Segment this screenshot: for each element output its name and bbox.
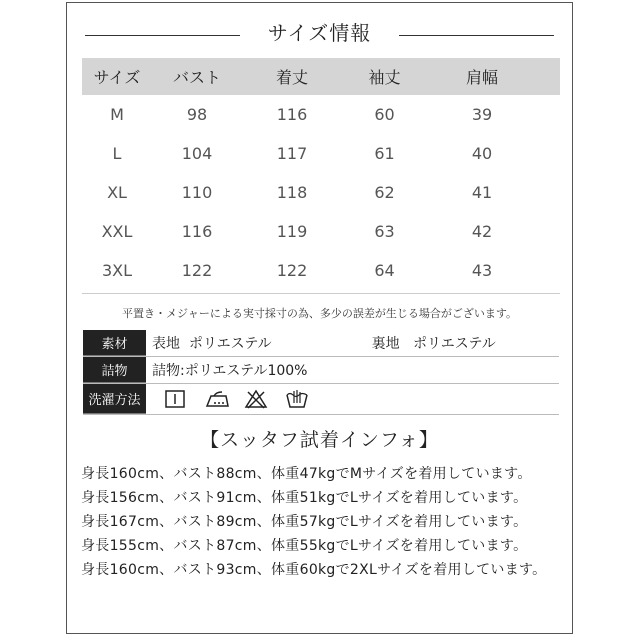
table-cell: 98: [186, 105, 208, 124]
title-divider-right: [399, 35, 554, 36]
size-table: [82, 58, 560, 290]
iron-icon: [204, 389, 230, 409]
table-row: [82, 212, 560, 251]
fabric-content: [146, 330, 559, 356]
staff-list: [81, 463, 546, 583]
lining-value: ポリエステル: [413, 336, 496, 352]
material-row-washing: [83, 384, 559, 415]
header-size: サイズ: [93, 68, 141, 87]
table-cell: XXL: [101, 222, 133, 241]
table-cell: XL: [107, 183, 127, 202]
table-cell: 40: [471, 144, 493, 163]
lining-label: 裏地: [371, 336, 400, 352]
table-cell: 116: [276, 105, 308, 124]
material-row-filling: [83, 357, 559, 384]
header-bust: バスト: [172, 68, 221, 87]
table-cell: 42: [471, 222, 493, 241]
table-row: [82, 134, 560, 173]
table-cell: 61: [374, 144, 395, 163]
table-row: [82, 173, 560, 212]
list-item: 身長167cm、バスト89cm、体重57kgでLサイズを着用しています。: [81, 514, 528, 530]
staff-title: 【スッタフ試着インフォ】: [200, 429, 439, 451]
material-row-fabric: [83, 330, 559, 357]
table-cell: 62: [374, 183, 395, 202]
table-cell: 39: [471, 105, 493, 124]
outer-value: ポリエステル: [188, 336, 272, 352]
table-row: [82, 95, 560, 134]
list-item: 身長160cm、バスト93cm、体重60kgで2XLサイズを着用しています。: [81, 562, 547, 578]
measurement-note: 平置き・メジャーによる実寸採寸の為、多少の誤差が生じる場合がございます。: [122, 307, 517, 320]
header-shoulder: 肩幅: [465, 68, 498, 87]
table-cell: 43: [471, 261, 493, 280]
filling-value: 詰物:ポリエステル100%: [152, 363, 308, 379]
table-cell: 116: [181, 222, 213, 241]
fabric-label: 素材: [83, 330, 146, 356]
table-cell: 64: [374, 261, 395, 280]
header-sleeve: 袖丈: [368, 68, 401, 87]
table-cell: 122: [276, 261, 308, 280]
flat-dry-icon: [164, 389, 190, 409]
title-row: [67, 17, 572, 47]
table-cell: 41: [471, 183, 493, 202]
page-title: サイズ情報: [267, 21, 372, 45]
table-cell: 118: [276, 183, 308, 202]
table-cell: 63: [374, 222, 395, 241]
list-item: 身長155cm、バスト87cm、体重55kgでLサイズを着用しています。: [81, 538, 528, 554]
no-bleach-icon: [244, 389, 270, 409]
table-cell: 3XL: [101, 261, 133, 280]
table-cell: 110: [181, 183, 213, 202]
document-frame: [66, 2, 573, 634]
table-divider: [82, 293, 560, 294]
washing-label: 洗濯方法: [83, 384, 146, 414]
material-table: [83, 330, 559, 415]
table-cell: 104: [181, 144, 213, 163]
care-icons: [146, 384, 310, 414]
outer-label: 表地: [152, 336, 180, 352]
hand-wash-icon: [284, 389, 310, 409]
table-cell: M: [110, 105, 124, 124]
table-row: [82, 251, 560, 290]
table-cell: 117: [276, 144, 308, 163]
list-item: 身長156cm、バスト91cm、体重51kgでLサイズを着用しています。: [81, 490, 528, 506]
filling-label: 詰物: [83, 357, 146, 383]
header-length: 着丈: [275, 68, 308, 87]
table-cell: 119: [276, 222, 308, 241]
table-cell: L: [112, 144, 122, 163]
table-cell: 60: [374, 105, 395, 124]
filling-content: [146, 357, 559, 383]
table-cell: 122: [181, 261, 213, 280]
list-item: 身長160cm、バスト88cm、体重47kgでMサイズを着用しています。: [81, 466, 532, 482]
size-table-header: [82, 58, 560, 95]
